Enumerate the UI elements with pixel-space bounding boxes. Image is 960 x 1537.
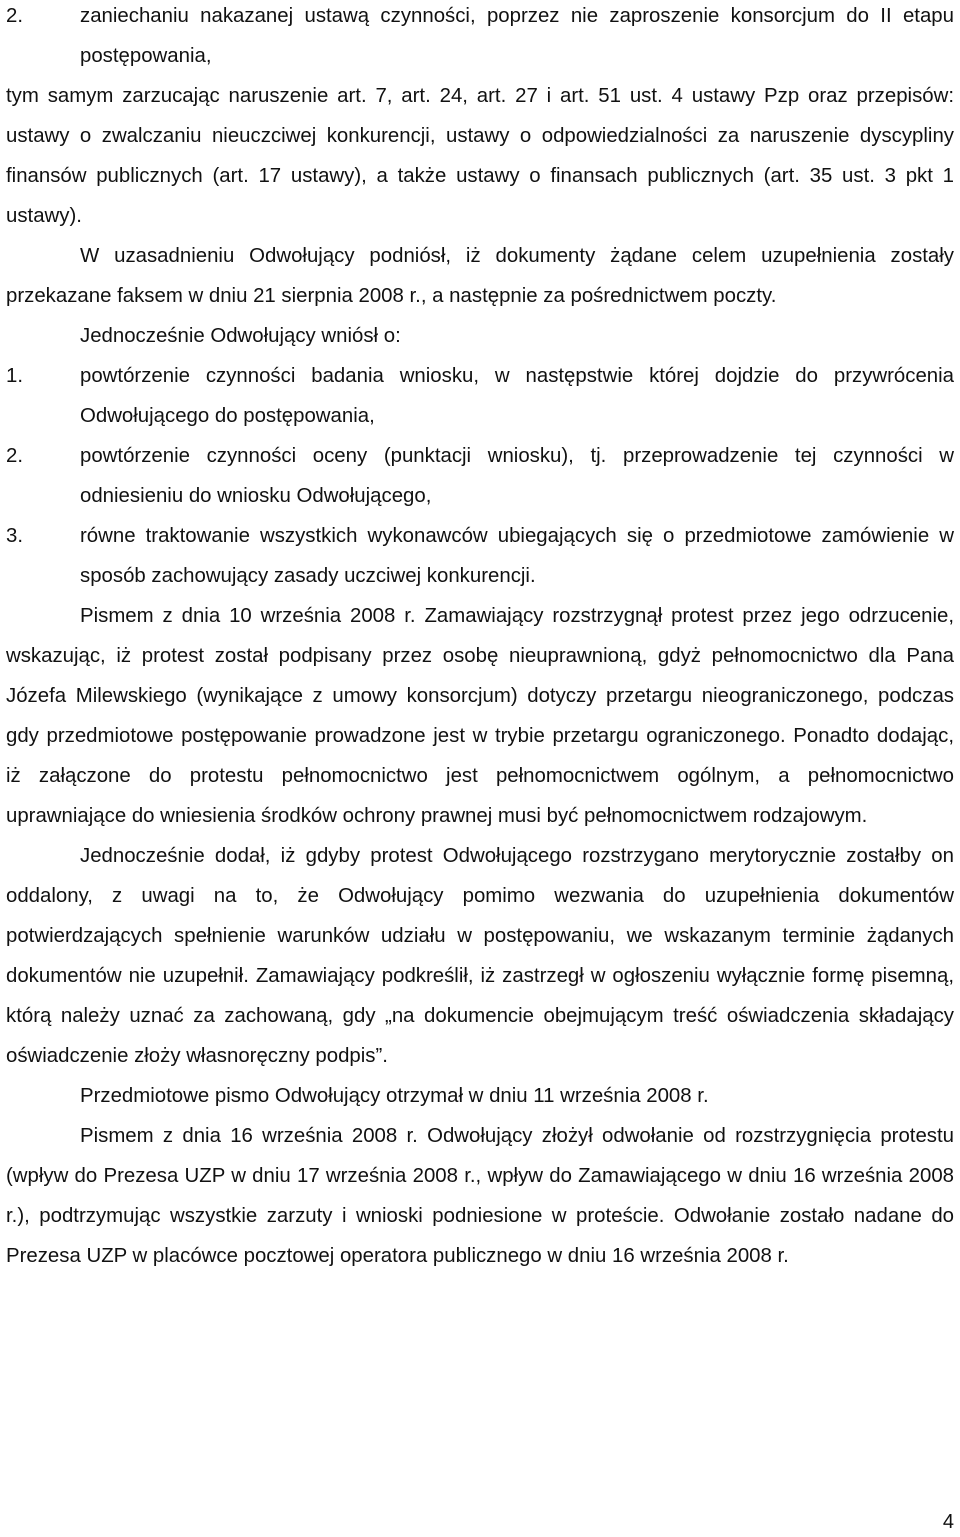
request-item-number: 2. (6, 445, 24, 467)
page-number: 4 (942, 1511, 954, 1533)
list-item-text: zaniechaniu nakazanej ustawą czynności, poprzez nie zaproszenie konsorcjum do II etapu postępowania, (80, 5, 954, 67)
paragraph-consequence: tym samym zarzucając naruszenie art. 7, art. 24, art. 27 i art. 51 ust. 4 ustawy Pzp oraz przepisów: ustawy o zwalczaniu nieuczciwej konkurencji, ustawy o odpowiedzialności za naruszenie dyscypliny finansów publicznych (art. 17 ustawy), a także ustawy o finansach publicznych (art. 35 ust. 3 pkt 1 ustawy). (6, 85, 954, 227)
request-item-number: 1. (6, 365, 24, 387)
document-body (6, 0, 954, 1276)
paragraph-decision: Pismem z dnia 10 września 2008 r. Zamawiający rozstrzygnął protest przez jego odrzucenie, wskazując, iż protest został podpisany przez osobę nieuprawnioną, gdyż pełnomocnictwo dla Pana Józefa Milewskiego (wynikające z umowy konsorcjum) dotyczy przetargu nieograniczonego, podczas gdy przedmiotowe postępowanie prowadzone jest w trybie przetargu ograniczonego. Ponadto dodając, iż załączone do protestu pełnomocnictwo jest pełnomocnictwem ogólnym, a pełnomocnictwo uprawniające do wniesienia środków ochrony prawnej musi być pełnomocnictwem rodzajowym. (6, 605, 954, 827)
request-item-text: powtórzenie czynności oceny (punktacji wniosku), tj. przeprowadzenie tej czynności w odniesieniu do wniosku Odwołującego, (80, 445, 954, 507)
paragraph-requests-intro: Jednocześnie Odwołujący wniósł o: (80, 325, 401, 347)
request-item-1 (6, 356, 954, 436)
request-item-number: 3. (6, 525, 24, 547)
request-item-2 (6, 436, 954, 516)
list-item-number: 2. (6, 5, 24, 27)
request-item-3 (6, 516, 954, 596)
paragraph-justification: W uzasadnieniu Odwołujący podniósł, iż dokumenty żądane celem uzupełnienia zostały przekazane faksem w dniu 21 sierpnia 2008 r., a następnie za pośrednictwem poczty. (6, 245, 954, 307)
paragraph-addition: Jednocześnie dodał, iż gdyby protest Odwołującego rozstrzygano merytorycznie zostałby on oddalony, z uwagi na to, że Odwołujący pomimo wezwania do uzupełnienia dokumentów potwierdzających spełnienie warunków udziału w postępowaniu, we wskazanym terminie żądanych dokumentów nie uzupełnił. Zamawiający podkreślił, iż zastrzegł w ogłoszeniu wyłącznie formę pisemną, którą należy uznać za zachowaną, gdy „na dokumencie obejmującym treść oświadczenia składający oświadczenie złoży własnoręczny podpis”. (6, 845, 954, 1067)
list-item-top (6, 0, 954, 76)
paragraph-appeal: Pismem z dnia 16 września 2008 r. Odwołujący złożył odwołanie od rozstrzygnięcia protestu (wpływ do Prezesa UZP w dniu 17 września 2008 r., wpływ do Zamawiającego w dniu 16 września 2008 r.), podtrzymując wszystkie zarzuty i wnioski podniesione w proteście. Odwołanie zostało nadane do Prezesa UZP w placówce pocztowej operatora publicznego w dniu 16 września 2008 r. (6, 1125, 954, 1267)
request-item-text: równe traktowanie wszystkich wykonawców ubiegających się o przedmiotowe zamówienie w sposób zachowujący zasady uczciwej konkurencji. (80, 525, 954, 587)
request-item-text: powtórzenie czynności badania wniosku, w następstwie której dojdzie do przywrócenia Odwołującego do postępowania, (80, 365, 954, 427)
paragraph-received: Przedmiotowe pismo Odwołujący otrzymał w dniu 11 września 2008 r. (80, 1085, 709, 1107)
